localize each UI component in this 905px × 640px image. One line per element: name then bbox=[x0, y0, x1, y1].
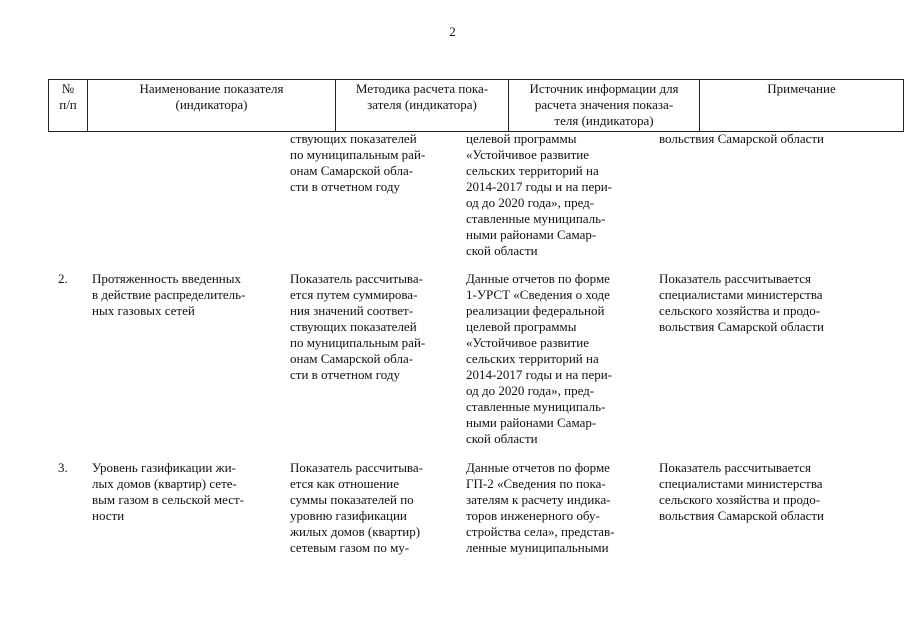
row-3-method: Показатель рассчитыва- ется как отношение суммы показателей по уровню газификации жилых домов (квартир) сетевым газом по му- bbox=[290, 460, 423, 555]
continuation-method: ствующих показателей по муниципальным рай- онам Самарской обла- сти в отчетном году bbox=[290, 131, 426, 194]
page-number: 2 bbox=[449, 24, 456, 39]
row-2-name: Протяженность введенных в действие распределитель- ных газовых сетей bbox=[92, 271, 246, 318]
row-3-num: 3. bbox=[58, 460, 68, 475]
row-2-source: Данные отчетов по форме 1-УРСТ «Сведения о ходе реализации федеральной целевой программы «Устойчивое развитие сельских территорий на 2014-2017 годы и на пери- од до 2020 года», пред- ставленные муниципаль- ными районами Самар- ской области bbox=[466, 271, 613, 446]
continuation-source: целевой программы «Устойчивое развитие сельских территорий на 2014-2017 годы и на пери- од до 2020 года», пред- ставленные муниципаль- ными районами Самар- ской области bbox=[466, 131, 613, 258]
header-source: Источник информации для расчета значения показа- теля (индикатора) bbox=[509, 80, 700, 132]
header-name: Наименование показателя (индикатора) bbox=[88, 80, 336, 132]
row-3-note: Показатель рассчитывается специалистами министерства сельского хозяйства и продо- вольствия Самарской области bbox=[659, 460, 825, 523]
row-2-note: Показатель рассчитывается специалистами министерства сельского хозяйства и продо- вольствия Самарской области bbox=[659, 271, 825, 334]
header-method: Методика расчета пока- зателя (индикатора) bbox=[336, 80, 509, 132]
row-2-method: Показатель рассчитыва- ется путем суммирова- ния значений соответ- ствующих показателей по муниципальным рай- онам Самарской обла- сти в отчетном году bbox=[290, 271, 426, 382]
header-row bbox=[49, 80, 904, 132]
row-3-name: Уровень газификации жи- лых домов (квартир) сете- вым газом в сельской мест- ности bbox=[92, 460, 244, 523]
header-num: № п/п bbox=[49, 80, 88, 132]
indicator-table-header bbox=[48, 79, 904, 132]
row-3-source: Данные отчетов по форме ГП-2 «Сведения по пока- зателям к расчету индика- торов инженерного обу- стройства села», представ- ленные муниципальными bbox=[466, 460, 615, 555]
header-note: Примечание bbox=[700, 80, 904, 132]
continuation-note: вольствия Самарской области bbox=[659, 131, 825, 146]
row-2-num: 2. bbox=[58, 271, 68, 286]
